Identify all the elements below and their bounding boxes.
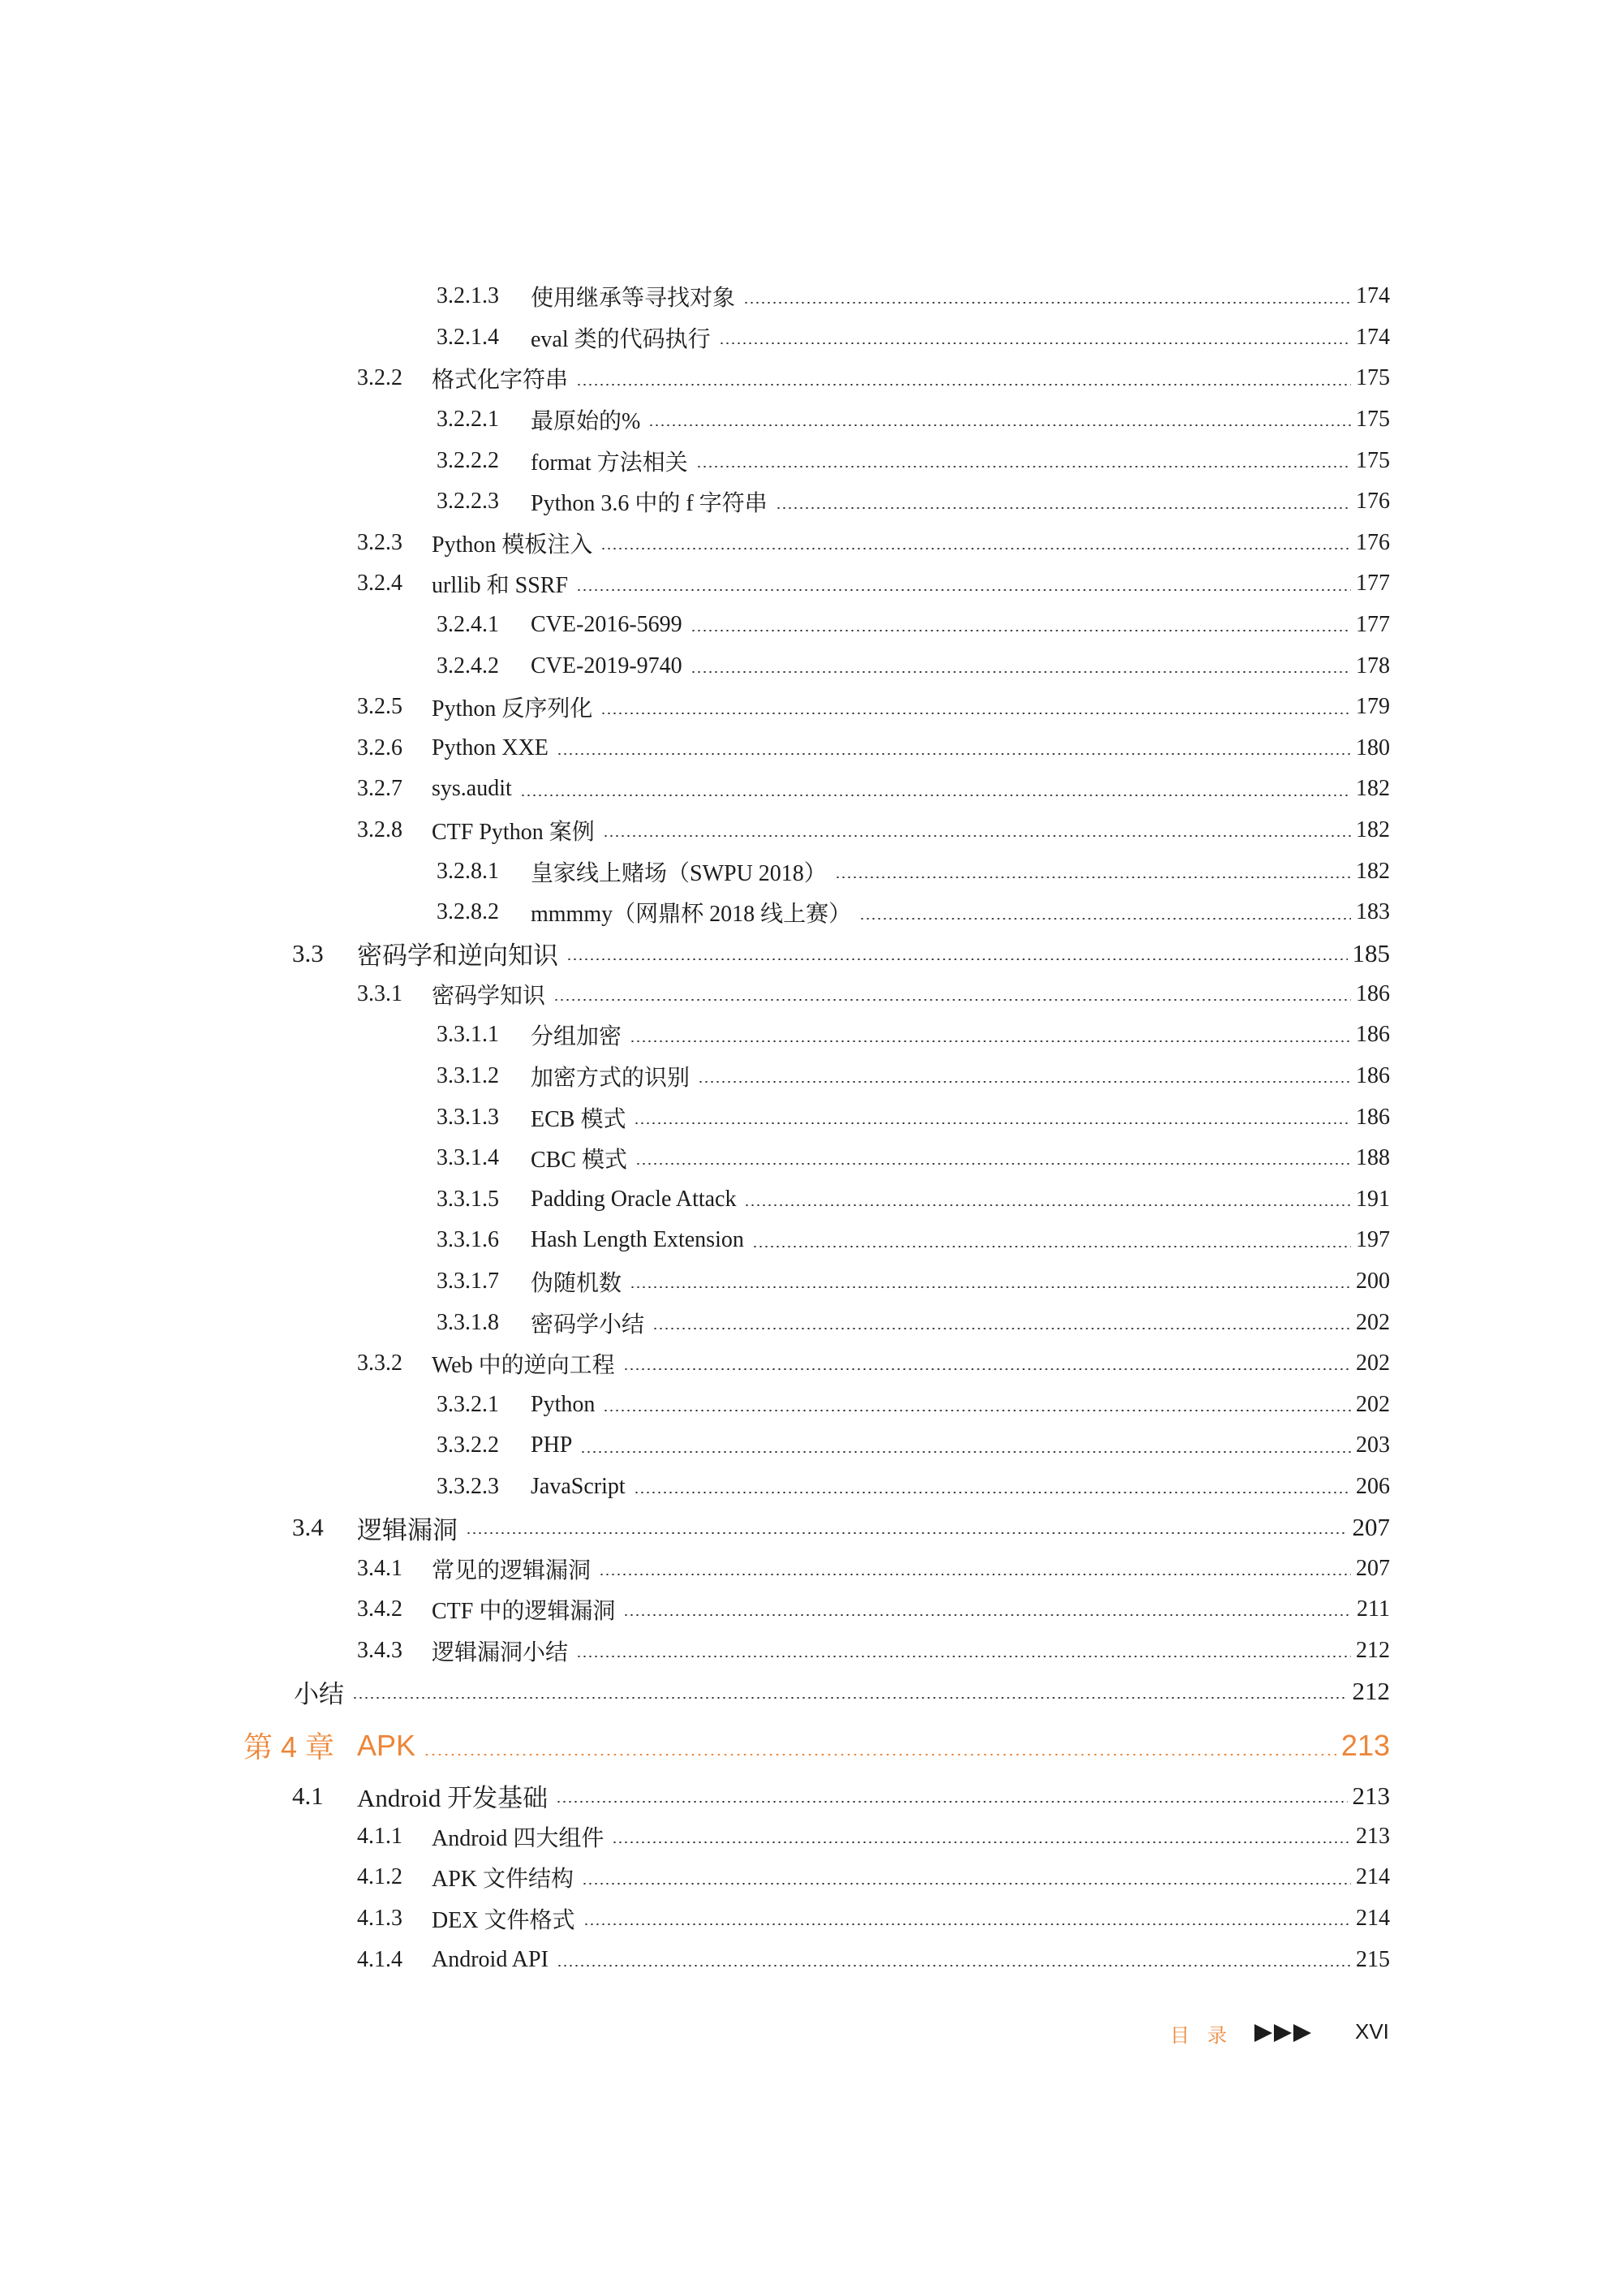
dot-leader — [424, 1754, 1336, 1755]
entry-page-number: 186 — [1356, 1022, 1390, 1048]
entry-page-number: 182 — [1356, 776, 1390, 802]
toc-entry[interactable] — [0, 440, 1622, 481]
entry-number: 4.1.2 — [357, 1864, 402, 1890]
entry-title: Python — [531, 1391, 596, 1417]
toc-entry[interactable] — [0, 1898, 1622, 1940]
entry-title: Padding Oracle Attack — [531, 1186, 737, 1212]
toc-entry[interactable] — [0, 687, 1622, 728]
entry-number: 3.2.4 — [357, 571, 402, 597]
dot-leader — [630, 1286, 1351, 1288]
toc-entry[interactable] — [0, 769, 1622, 810]
dot-leader — [696, 466, 1351, 467]
toc-entry[interactable] — [0, 728, 1622, 769]
entry-page-number: 185 — [1352, 938, 1390, 967]
entry-page-number: 202 — [1356, 1391, 1390, 1417]
toc-entry[interactable] — [0, 1178, 1622, 1220]
entry-title: eval 类的代码执行 — [531, 326, 711, 352]
toc-entry[interactable] — [0, 1096, 1622, 1138]
entry-title: CBC 模式 — [531, 1148, 628, 1174]
dot-leader — [691, 630, 1351, 631]
entry-number: 3.2.2 — [357, 365, 402, 391]
entry-page-number: 175 — [1356, 407, 1390, 433]
toc-entry[interactable] — [0, 1630, 1622, 1671]
entry-page-number: 188 — [1356, 1145, 1390, 1171]
dot-leader — [698, 1081, 1351, 1083]
entry-number: 4.1.3 — [357, 1906, 402, 1932]
entry-title: DEX 文件格式 — [432, 1908, 575, 1934]
dot-leader — [600, 713, 1351, 714]
entry-number: 3.4 — [292, 1513, 324, 1542]
entry-title: sys.audit — [432, 776, 512, 802]
entry-page-number: 182 — [1356, 858, 1390, 884]
entry-title: PHP — [531, 1432, 573, 1458]
triple-arrow-icon — [1254, 2024, 1311, 2042]
entry-number: 3.2.8 — [357, 817, 402, 843]
entry-number: 4.1.4 — [357, 1946, 402, 1972]
toc-entry[interactable] — [0, 892, 1622, 933]
entry-page-number: 197 — [1356, 1227, 1390, 1253]
page-footer — [0, 2018, 1622, 2050]
dot-leader — [599, 1574, 1351, 1575]
dot-leader — [557, 1965, 1351, 1966]
entry-title: mmmmy（网鼎杯 2018 线上赛） — [531, 902, 852, 928]
dot-leader — [652, 1328, 1351, 1329]
entry-page-number: 174 — [1356, 283, 1390, 309]
entry-page-number: 202 — [1356, 1350, 1390, 1376]
dot-leader — [835, 877, 1351, 878]
entry-title: format 方法相关 — [531, 450, 688, 476]
entry-title: Python 3.6 中的 f 字符串 — [531, 491, 768, 517]
entry-page-number: 177 — [1356, 571, 1390, 597]
dot-leader — [743, 302, 1351, 304]
entry-title: Android 四大组件 — [432, 1825, 604, 1851]
toc-entry[interactable] — [0, 1671, 1622, 1712]
toc-entry[interactable] — [0, 851, 1622, 892]
toc-entry[interactable] — [0, 1425, 1622, 1467]
entry-number: 3.2.4.2 — [437, 653, 499, 678]
entry-title: APK 文件结构 — [432, 1867, 574, 1893]
dot-leader — [603, 1410, 1351, 1411]
entry-page-number: 176 — [1356, 489, 1390, 515]
toc-entry[interactable] — [0, 1302, 1622, 1343]
entry-title: 伪随机数 — [531, 1270, 622, 1296]
toc-entry[interactable] — [0, 1138, 1622, 1179]
entry-page-number: 176 — [1356, 529, 1390, 555]
entry-number: 3.3.2 — [357, 1350, 402, 1376]
entry-number: 3.2.2.3 — [437, 489, 499, 515]
entry-number: 3.2.8.1 — [437, 858, 499, 884]
dot-leader — [557, 753, 1351, 755]
dot-leader — [623, 1368, 1351, 1370]
dot-leader — [553, 999, 1351, 1001]
entry-title: Python XXE — [432, 734, 549, 760]
toc-entry[interactable] — [0, 1220, 1622, 1261]
entry-number: 3.3.2.1 — [437, 1391, 499, 1417]
entry-number: 3.4.2 — [357, 1596, 402, 1622]
entry-page-number: 175 — [1356, 447, 1390, 473]
entry-page-number: 213 — [1356, 1823, 1390, 1849]
entry-page-number: 207 — [1352, 1513, 1390, 1542]
toc-entry[interactable] — [0, 605, 1622, 646]
entry-page-number: 213 — [1352, 1781, 1390, 1810]
entry-number: 3.3.1.1 — [437, 1022, 499, 1048]
dot-leader — [520, 795, 1351, 796]
dot-leader — [576, 1656, 1351, 1657]
entry-number: 3.2.1.4 — [437, 324, 499, 350]
page-number: XVI — [1355, 2019, 1389, 2044]
entry-number: 3.2.2.1 — [437, 407, 499, 433]
dot-leader — [603, 835, 1351, 837]
dot-leader — [580, 1451, 1351, 1453]
entry-number: 3.2.7 — [357, 776, 402, 802]
entry-page-number: 211 — [1357, 1596, 1390, 1622]
toc-entry[interactable] — [0, 399, 1622, 441]
entry-number: 3.3.1.6 — [437, 1227, 499, 1253]
toc-entry[interactable] — [0, 1589, 1622, 1630]
entry-title: Python 模板注入 — [432, 532, 593, 558]
entry-page-number: 175 — [1356, 365, 1390, 391]
entry-title: 格式化字符串 — [432, 368, 569, 394]
entry-number: 3.3.1.4 — [437, 1145, 499, 1171]
toc-entry[interactable] — [0, 974, 1622, 1015]
entry-page-number: 186 — [1356, 1062, 1390, 1088]
entry-page-number: 191 — [1356, 1186, 1390, 1212]
dot-leader — [634, 1122, 1351, 1124]
entry-page-number: 183 — [1356, 899, 1390, 925]
entry-title: 密码学知识 — [432, 983, 546, 1009]
entry-page-number: 214 — [1356, 1906, 1390, 1932]
entry-page-number: 213 — [1340, 1728, 1390, 1762]
toc-entry[interactable] — [0, 358, 1622, 399]
dot-leader — [600, 548, 1351, 549]
entry-title: Python 反序列化 — [432, 696, 593, 722]
entry-number: 3.3 — [292, 938, 324, 967]
dot-leader — [566, 958, 1348, 960]
toc-entry[interactable] — [0, 1343, 1622, 1385]
entry-page-number: 178 — [1356, 653, 1390, 678]
entry-title: ECB 模式 — [531, 1106, 626, 1132]
dot-leader — [719, 342, 1351, 344]
entry-title: Android 开发基础 — [357, 1784, 549, 1813]
toc-entry[interactable] — [0, 645, 1622, 687]
dot-leader — [576, 384, 1351, 386]
toc-entry[interactable] — [0, 1939, 1622, 1980]
chapter-entry[interactable] — [0, 1716, 1622, 1776]
toc-entry[interactable] — [0, 1548, 1622, 1589]
entry-number: 3.3.1.5 — [437, 1186, 499, 1212]
entry-number: 3.3.1.7 — [437, 1268, 499, 1294]
dot-leader — [691, 671, 1351, 673]
toc-entry[interactable] — [0, 1261, 1622, 1303]
toc-entry[interactable] — [0, 563, 1622, 605]
entry-page-number: 186 — [1356, 1104, 1390, 1130]
dot-leader — [583, 1923, 1351, 1925]
entry-title: 密码学和逆向知识 — [357, 941, 558, 970]
entry-page-number: 206 — [1356, 1473, 1390, 1499]
entry-page-number: 174 — [1356, 324, 1390, 350]
toc-entry[interactable] — [0, 276, 1622, 317]
entry-number: 3.2.6 — [357, 734, 402, 760]
dot-leader — [859, 918, 1351, 920]
toc-entry[interactable] — [0, 317, 1622, 359]
entry-page-number: 182 — [1356, 817, 1390, 843]
entry-title: Hash Length Extension — [531, 1227, 744, 1253]
toc-entry[interactable] — [0, 1014, 1622, 1056]
entry-title: CVE-2016-5699 — [531, 612, 682, 638]
dot-leader — [776, 507, 1351, 509]
entry-page-number: 215 — [1356, 1946, 1390, 1972]
toc-entry[interactable] — [0, 1507, 1622, 1548]
toc-entry[interactable] — [0, 481, 1622, 523]
entry-title: APK — [357, 1728, 416, 1762]
entry-number: 3.4.1 — [357, 1555, 402, 1581]
entry-number: 3.3.1.8 — [437, 1309, 499, 1335]
entry-number: 3.3.1.3 — [437, 1104, 499, 1130]
dot-leader — [466, 1532, 1348, 1534]
table-of-contents — [0, 276, 1622, 1980]
entry-title: 最原始的% — [531, 409, 641, 435]
entry-page-number: 214 — [1356, 1864, 1390, 1890]
entry-title: 逻辑漏洞 — [357, 1515, 458, 1544]
entry-page-number: 179 — [1356, 694, 1390, 720]
entry-page-number: 200 — [1356, 1268, 1390, 1294]
entry-title: 逻辑漏洞小结 — [432, 1639, 569, 1665]
dot-leader — [635, 1163, 1351, 1165]
entry-number: 3.3.1.2 — [437, 1062, 499, 1088]
entry-title: CTF Python 案例 — [432, 820, 595, 846]
entry-number: 3.2.3 — [357, 529, 402, 555]
dot-leader — [634, 1492, 1351, 1493]
entry-number: 3.3.2.2 — [437, 1432, 499, 1458]
dot-leader — [612, 1842, 1351, 1843]
dot-leader — [623, 1614, 1352, 1616]
dot-leader — [352, 1697, 1348, 1699]
entry-title: CTF 中的逻辑漏洞 — [432, 1599, 616, 1625]
entry-title: 常见的逻辑漏洞 — [432, 1557, 592, 1583]
entry-number: 3.3.2.3 — [437, 1473, 499, 1499]
entry-page-number: 212 — [1352, 1677, 1390, 1706]
entry-title: 分组加密 — [531, 1024, 622, 1050]
entry-page-number: 207 — [1356, 1555, 1390, 1581]
entry-page-number: 186 — [1356, 980, 1390, 1006]
toc-entry[interactable] — [0, 523, 1622, 564]
toc-entry[interactable] — [0, 1467, 1622, 1508]
toc-entry[interactable] — [0, 1857, 1622, 1898]
entry-page-number: 202 — [1356, 1309, 1390, 1335]
toc-entry[interactable] — [0, 1056, 1622, 1097]
entry-title: 密码学小结 — [531, 1312, 645, 1338]
entry-number: 第 4 章 — [243, 1730, 335, 1764]
toc-entry[interactable] — [0, 1384, 1622, 1425]
entry-title: 小结 — [294, 1679, 344, 1708]
dot-leader — [576, 589, 1351, 591]
entry-title: 皇家线上赌场（SWPU 2018） — [531, 860, 827, 886]
entry-title: 使用继承等寻找对象 — [531, 286, 736, 312]
entry-number: 3.3.1 — [357, 980, 402, 1006]
dot-leader — [744, 1204, 1351, 1206]
entry-title: urllib 和 SSRF — [432, 573, 569, 599]
entry-number: 3.2.8.2 — [437, 899, 499, 925]
dot-leader — [752, 1246, 1351, 1247]
entry-number: 3.2.4.1 — [437, 612, 499, 638]
entry-title: Web 中的逆向工程 — [432, 1353, 615, 1379]
entry-title: JavaScript — [531, 1473, 626, 1499]
entry-page-number: 177 — [1356, 612, 1390, 638]
entry-number: 4.1 — [292, 1781, 324, 1810]
entry-number: 3.4.3 — [357, 1637, 402, 1663]
entry-page-number: 180 — [1356, 734, 1390, 760]
toc-entry[interactable] — [0, 810, 1622, 851]
toc-entry[interactable] — [0, 933, 1622, 974]
entry-title: Android API — [432, 1946, 549, 1972]
entry-title: 加密方式的识别 — [531, 1065, 691, 1091]
toc-entry[interactable] — [0, 1776, 1622, 1816]
entry-number: 3.2.1.3 — [437, 283, 499, 309]
dot-leader — [556, 1801, 1348, 1803]
entry-page-number: 212 — [1356, 1637, 1390, 1663]
dot-leader — [648, 424, 1351, 426]
entry-title: CVE-2019-9740 — [531, 653, 682, 678]
dot-leader — [582, 1883, 1351, 1885]
entry-number: 4.1.1 — [357, 1823, 402, 1849]
entry-number: 3.2.2.2 — [437, 447, 499, 473]
dot-leader — [630, 1040, 1351, 1042]
toc-entry[interactable] — [0, 1816, 1622, 1858]
entry-number: 3.2.5 — [357, 694, 402, 720]
footer-label: 目录 — [1170, 2024, 1245, 2047]
entry-page-number: 203 — [1356, 1432, 1390, 1458]
